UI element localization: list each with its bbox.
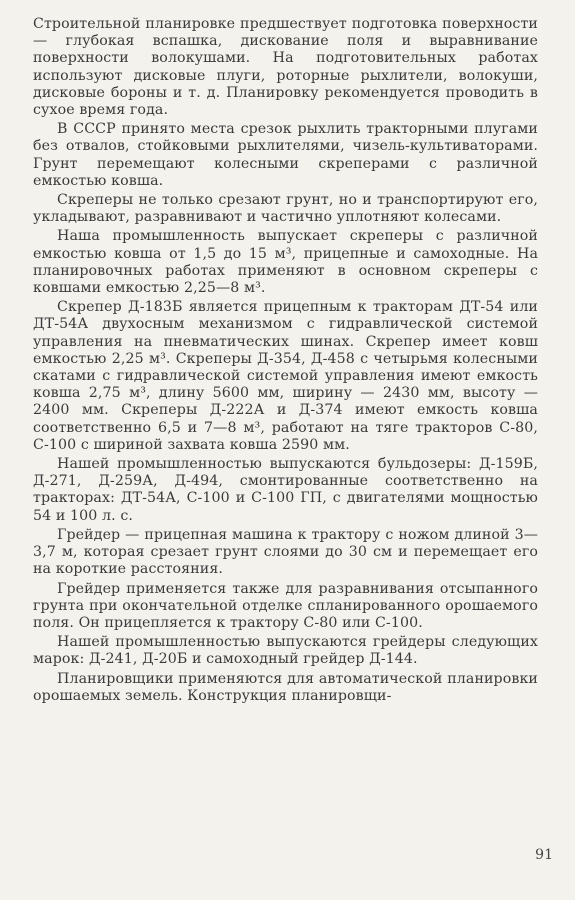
book-page bbox=[33, 16, 538, 884]
paragraph-2: В СССР принято места срезок рыхлить тракторными плугами без отвалов, стойковыми рыхлителями, чизель-культиваторами. Грунт перемещают колесными скреперами с различной емкостью ковша. bbox=[33, 121, 538, 189]
paragraph-1: Строительной планировке предшествует подготовка поверхности — глубокая вспашка, дискование поля и выравнивание поверхности волокушами. На подготовительных работах используют дисковые плуги, роторные рыхлители, волокуши, дисковые бороны и т. д. Планировку рекомендуется проводить в сухое время года. bbox=[33, 16, 538, 119]
paragraph-5: Скрепер Д-183Б является прицепным к тракторам ДТ-54 или ДТ-54А двухосным механизмом с гидравлической системой управления на пневматических шинах. Скрепер имеет ковш емкостью 2,25 м³. Скреперы Д-354, Д-458 с четырьмя колесными скатами с гидравлической системой управления имеют емкость ковша 2,75 м³, длину 5600 мм, ширину — 2430 мм, высоту — 2400 мм. Скреперы Д-222А и Д-374 имеют емкость ковша соответственно 6,5 и 7—8 м³, работают на тяге тракторов С-80, С-100 с шириной захвата ковша 2590 мм. bbox=[33, 299, 538, 453]
page-number: 91 bbox=[535, 847, 553, 863]
paragraph-8: Грейдер применяется также для разравнивания отсыпанного грунта при окончательной отделке спланированного орошаемого поля. Он прицепляется к трактору С-80 или С-100. bbox=[33, 580, 538, 631]
paragraph-9: Нашей промышленностью выпускаются грейдеры следующих марок: Д-241, Д-20Б и самоходный грейдер Д-144. bbox=[33, 634, 538, 668]
paragraph-6: Нашей промышленностью выпускаются бульдозеры: Д-159Б, Д-271, Д-259А, Д-494, смонтированные соответственно на тракторах: ДТ-54А, С-100 и С-100 ГП, с двигателями мощностью 54 и 100 л. с. bbox=[33, 456, 538, 524]
paragraph-10: Планировщики применяются для автоматической планировки орошаемых земель. Конструкция планировщи- bbox=[33, 670, 538, 704]
paragraph-3: Скреперы не только срезают грунт, но и транспортируют его, укладывают, разравнивают и частично уплотняют колесами. bbox=[33, 192, 538, 226]
body-text bbox=[33, 16, 538, 705]
paragraph-4: Наша промышленность выпускает скреперы с различной емкостью ковша от 1,5 до 15 м³, прицепные и самоходные. На планировочных работах применяют в основном скреперы с ковшами емкостью 2,25—8 м³. bbox=[33, 228, 538, 297]
paragraph-7: Грейдер — прицепная машина к трактору с ножом длиной 3—3,7 м, которая срезает грунт слоями до 30 см и перемещает его на короткие расстояния. bbox=[33, 526, 538, 578]
